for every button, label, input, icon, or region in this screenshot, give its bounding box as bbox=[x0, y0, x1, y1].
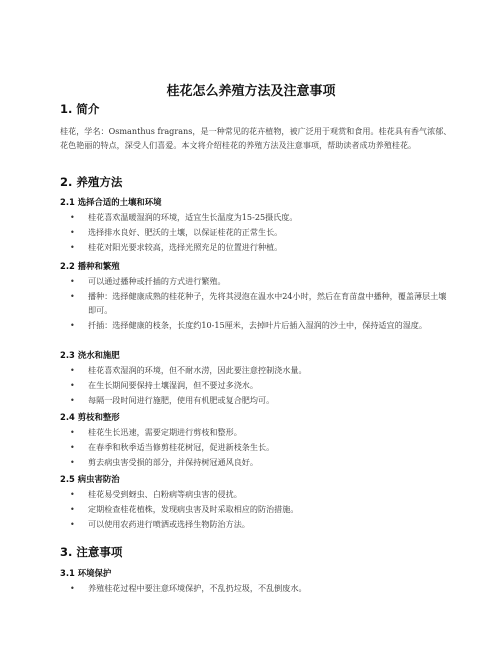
section-notes bbox=[60, 544, 452, 560]
list-item: • 桂花喜欢湿润的环境，但不耐水涝，因此要注意控制浇水量。 bbox=[60, 364, 452, 378]
bullet-list bbox=[60, 488, 452, 532]
subsection-heading: 2.5 病虫害防治 bbox=[60, 474, 120, 484]
bullet-icon: • bbox=[70, 277, 75, 286]
bullet-icon: • bbox=[70, 520, 75, 529]
bullet-icon: • bbox=[70, 320, 75, 330]
bullet-icon: • bbox=[70, 292, 75, 301]
list-item: • 桂花生长迅速，需要定期进行剪枝和整形。 bbox=[60, 426, 452, 440]
subsection-heading: 2.2 播种和繁殖 bbox=[60, 261, 120, 271]
list-item: • 在春季和秋季适当修剪桂花树冠，促进新枝条生长。 bbox=[60, 441, 452, 455]
list-item: • 桂花易受到蚜虫、白粉病等病虫害的侵扰。 bbox=[60, 488, 452, 502]
bullet-list bbox=[60, 582, 452, 596]
subsection-water-fertilizer bbox=[60, 349, 452, 409]
list-item: • 剪去病虫害受损的部分，并保持树冠通风良好。 bbox=[60, 456, 452, 470]
list-item: • 选择排水良好、肥沃的土壤，以保证桂花的正常生长。 bbox=[60, 226, 452, 240]
bullet-list bbox=[60, 275, 452, 332]
list-item: • 桂花喜欢温暖湿润的环境，适宜生长温度为15-25摄氏度。 bbox=[60, 211, 452, 225]
bullet-list bbox=[60, 211, 452, 255]
list-item: • 每隔一段时间进行施肥，使用有机肥或复合肥均可。 bbox=[60, 394, 452, 408]
bullet-icon: • bbox=[70, 505, 75, 514]
section-intro bbox=[60, 101, 452, 152]
bullet-icon: • bbox=[70, 490, 75, 499]
subsection-pruning bbox=[60, 411, 452, 471]
subsection-heading: 2.3 浇水和施肥 bbox=[60, 350, 120, 360]
bullet-icon: • bbox=[70, 428, 75, 437]
bullet-icon: • bbox=[70, 243, 75, 252]
list-item: • 播种：选择健康成熟的桂花种子，先将其浸泡在温水中24小时，然后在育苗盘中播种，覆盖薄层土壤即可。 bbox=[70, 291, 447, 315]
bullet-icon: • bbox=[70, 584, 75, 593]
list-item: • 养殖桂花过程中要注意环境保护，不乱扔垃圾，不乱倒废水。 bbox=[60, 582, 452, 596]
list-item: • 可以使用农药进行喷洒或选择生物防治方法。 bbox=[60, 518, 452, 532]
list-item: • 定期检查桂花植株，发现病虫害及时采取相应的防治措施。 bbox=[60, 503, 452, 517]
bullet-icon: • bbox=[70, 396, 75, 405]
section-heading: 3. 注意事项 bbox=[60, 545, 123, 559]
bullet-icon: • bbox=[70, 366, 75, 375]
subsection-heading: 2.1 选择合适的土壤和环境 bbox=[60, 197, 162, 207]
list-item: • 桂花对阳光要求较高，选择光照充足的位置进行种植。 bbox=[60, 241, 452, 255]
bullet-list bbox=[60, 364, 452, 408]
subsection-soil bbox=[60, 196, 452, 256]
subsection-propagation bbox=[60, 260, 452, 334]
subsection-heading: 2.4 剪枝和整形 bbox=[60, 412, 120, 422]
intro-paragraph: 桂花，学名：Osmanthus fragrans，是一种常见的花卉植物，被广泛用于观赏和食用。桂花具有香气浓郁、花色艳丽的特点，深受人们喜爱。本文将介绍桂花的养殖方法及注意事项，帮助读者成功养殖桂花。 bbox=[60, 126, 452, 150]
list-item: • 在生长期间要保持土壤湿润，但不要过多浇水。 bbox=[60, 379, 452, 393]
section-heading: 1. 简介 bbox=[60, 102, 100, 116]
bullet-icon: • bbox=[70, 213, 75, 222]
section-heading: 2. 养殖方法 bbox=[60, 175, 123, 189]
bullet-icon: • bbox=[70, 443, 75, 452]
list-item: • 可以通过播种或扦插的方式进行繁殖。 bbox=[60, 275, 452, 289]
subsection-pest-control bbox=[60, 473, 452, 533]
document-title: 桂花怎么养殖方法及注意事项 bbox=[166, 84, 336, 99]
list-item: • 扦插：选择健康的枝条，长度约10-15厘米，去掉叶片后插入湿润的沙土中，保持适宜的湿度。 bbox=[60, 319, 452, 333]
bullet-icon: • bbox=[70, 228, 75, 237]
bullet-icon: • bbox=[70, 458, 75, 467]
bullet-icon: • bbox=[70, 381, 75, 390]
bullet-list bbox=[60, 426, 452, 470]
section-methods bbox=[60, 174, 452, 190]
subsection-environment bbox=[60, 567, 452, 597]
subsection-heading: 3.1 环境保护 bbox=[60, 568, 112, 578]
